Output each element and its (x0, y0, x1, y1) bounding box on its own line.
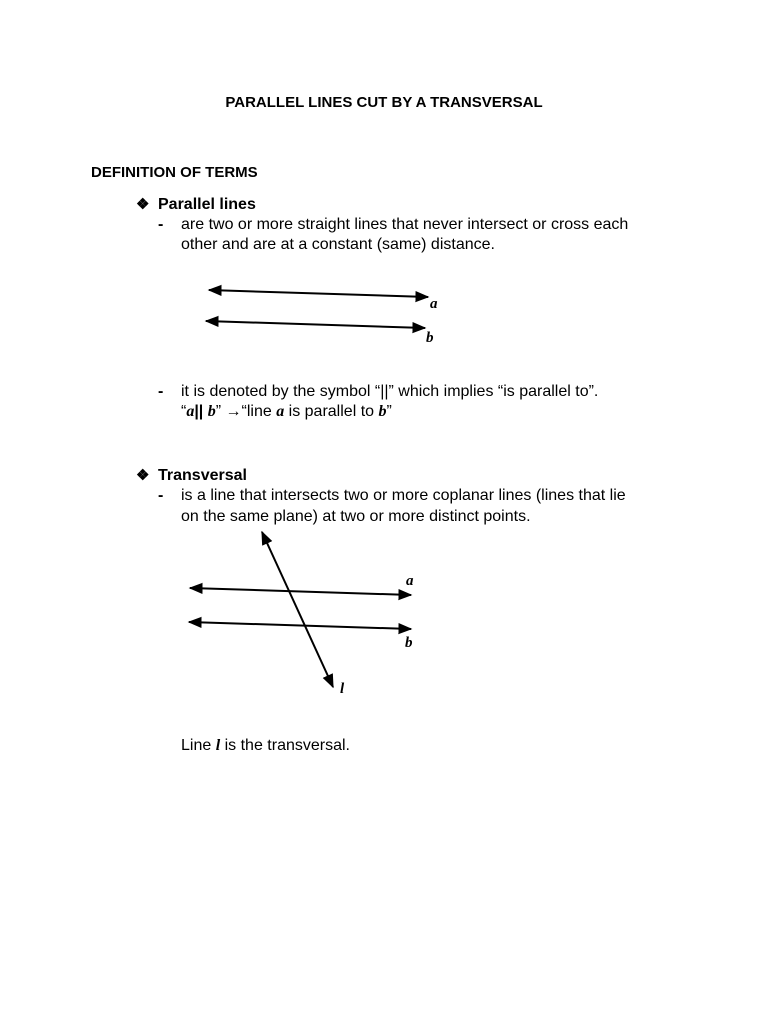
transversal-diagram (189, 532, 414, 697)
symbol-var-b2: b (378, 403, 387, 420)
page-title: PARALLEL LINES CUT BY A TRANSVERSAL (225, 94, 543, 111)
symbol-var-b: b (207, 403, 216, 420)
transversal-heading-text: Transversal (158, 467, 247, 484)
symbol-var-a2: a (276, 403, 285, 420)
diamond-bullet-icon: ❖ (136, 196, 150, 213)
symbol-end-quote: ” (386, 403, 392, 420)
parallel-definition-line1: are two or more straight lines that never intersect or cross each (181, 216, 629, 233)
parallel-symbol: || (194, 403, 204, 420)
definition-dash: - (158, 216, 164, 233)
caption-prefix: Line (181, 737, 212, 754)
section-heading: DEFINITION OF TERMS (91, 164, 258, 181)
parallel-line-a (209, 290, 428, 297)
symbol-description: it is denoted by the symbol “||” which implies “is parallel to”. (181, 383, 599, 400)
transversal-definition-line2: on the same plane) at two or more distinct points. (181, 508, 531, 525)
symbol-open-quote: “ (181, 403, 187, 420)
caption-var-l: l (215, 737, 221, 754)
transversal-line-a (190, 588, 411, 595)
transversal-line-b (189, 622, 411, 629)
transversal-definition-line1: is a line that intersects two or more coplanar lines (lines that lie (181, 487, 626, 504)
diamond-bullet-icon: ❖ (136, 467, 150, 484)
transversal-dash: - (158, 487, 164, 504)
transversal-line-l (262, 532, 333, 687)
transversal-label-l: l (340, 681, 345, 697)
parallel-line-b (206, 321, 425, 328)
parallel-lines-diagram (206, 290, 438, 346)
symbol-arrow-text: ” →“line (215, 403, 272, 420)
transversal-label-b: b (405, 635, 413, 651)
parallel-label-a: a (430, 296, 438, 312)
transversal-label-a: a (406, 573, 414, 589)
caption-suffix: is the transversal. (224, 737, 350, 754)
parallel-definition-line2: other and are at a constant (same) distance. (181, 236, 495, 253)
parallel-label-b: b (426, 330, 434, 346)
symbol-var-a: a (186, 403, 195, 420)
symbol-dash: - (158, 383, 164, 400)
symbol-middle-text: is parallel to (288, 403, 375, 420)
parallel-lines-heading-text: Parallel lines (158, 196, 256, 213)
